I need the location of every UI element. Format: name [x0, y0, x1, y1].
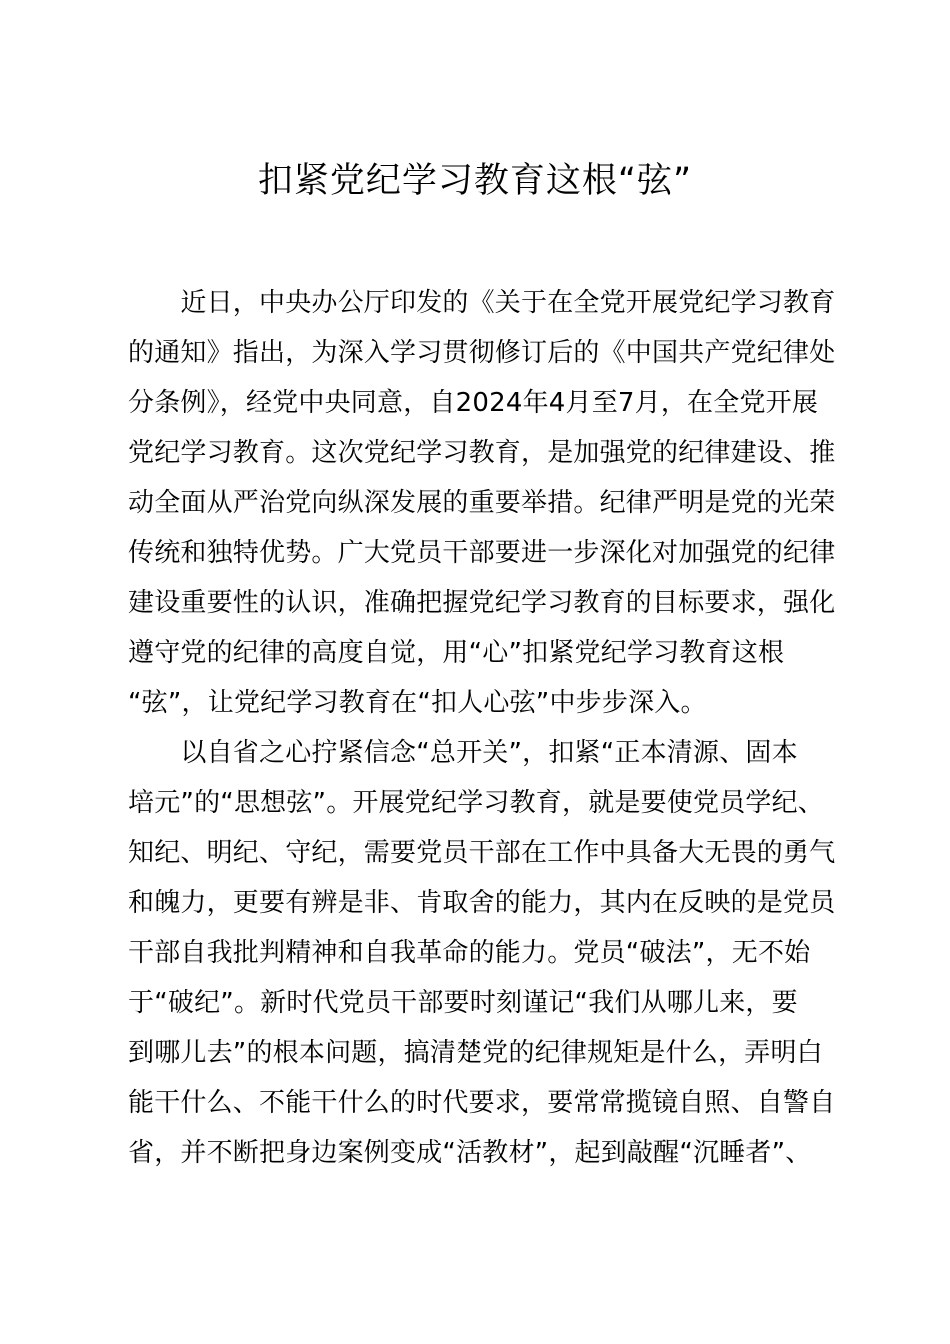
- text-line: 和魄力，更要有辨是非、肯取舍的能力，其内在反映的是党员: [128, 888, 836, 918]
- text-line: “弦”，让党纪学习教育在“扣人心弦”中步步深入。: [128, 688, 707, 718]
- text-line: 动全面从严治党向纵深发展的重要举措。纪律严明是党的光荣: [128, 488, 836, 518]
- text-line: 的通知》指出，为深入学习贯彻修订后的《中国共产党纪律处: [128, 338, 836, 368]
- text-line: 知纪、明纪、守纪，需要党员干部在工作中具备大无畏的勇气: [128, 838, 836, 868]
- text-line: 能干什么、不能干什么的时代要求，要常常揽镜自照、自警自: [128, 1088, 836, 1118]
- text-line: 以自省之心拧紧信念“总开关”，扣紧“正本清源、固本: [128, 738, 798, 768]
- text-line: 于“破纪”。新时代党员干部要时刻谨记“我们从哪儿来，要: [128, 988, 798, 1018]
- document-body: [128, 278, 840, 1178]
- text-line: 建设重要性的认识，准确把握党纪学习教育的目标要求，强化: [128, 588, 836, 618]
- text-line: 遵守党的纪律的高度自觉，用“心”扣紧党纪学习教育这根: [128, 638, 785, 668]
- text-line: 干部自我批判精神和自我革命的能力。党员“破法”，无不始: [128, 938, 811, 968]
- text-line: 分条例》，经党中央同意，自2024年4月至7月，在全党开展: [128, 388, 819, 418]
- text-line: 近日，中央办公厅印发的《关于在全党开展党纪学习教育: [128, 288, 836, 318]
- text-line: 传统和独特优势。广大党员干部要进一步深化对加强党的纪律: [128, 538, 836, 568]
- text-line: 省，并不断把身边案例变成“活教材”，起到敲醒“沉睡者”、: [128, 1138, 812, 1168]
- text-line: 到哪儿去”的根本问题，搞清楚党的纪律规矩是什么，弄明白: [128, 1038, 823, 1068]
- text-line: 培元”的“思想弦”。开展党纪学习教育，就是要使党员学纪、: [128, 788, 825, 818]
- text-line: 党纪学习教育。这次党纪学习教育，是加强党的纪律建设、推: [128, 438, 836, 468]
- document-title: 扣紧党纪学习教育这根“弦”: [257, 161, 693, 201]
